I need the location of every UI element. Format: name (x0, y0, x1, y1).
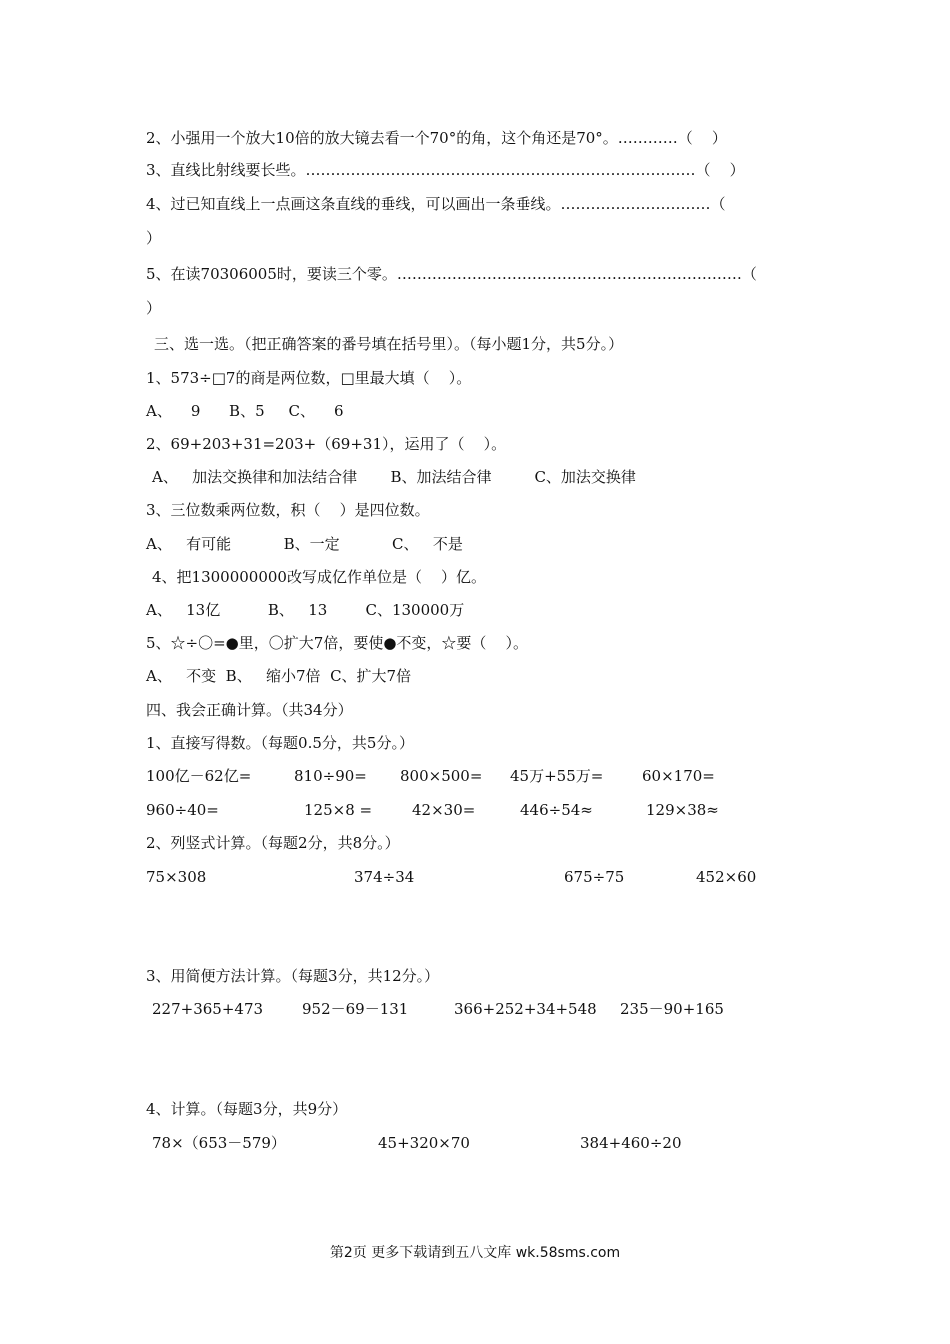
calc-s1-item: 125×8 = (304, 801, 373, 819)
choose-q4: 4、把1300000000改写成亿作单位是（ ）亿。 (152, 568, 487, 586)
calc-s2-title: 2、列竖式计算。（每题2分，共8分。） (146, 834, 400, 852)
calc-s1-item: 45万+55万= (510, 767, 604, 785)
calc-s4-item: 384+460÷20 (580, 1134, 682, 1152)
calc-s2-item: 452×60 (696, 868, 757, 886)
calc-s1-item: 446÷54≈ (520, 801, 593, 819)
calc-s1-item: 100亿－62亿= (146, 767, 252, 785)
page-footer: 第2页 更多下载请到五八文库 wk.58sms.com (329, 1245, 621, 1261)
calc-s3-item: 235－90+165 (620, 1000, 724, 1018)
calc-s4-title: 4、计算。（每题3分，共9分） (146, 1100, 348, 1118)
choose-q3-options: A、 有可能 B、一定 C、 不是 (146, 535, 463, 553)
calc-s1-item: 800×500= (400, 767, 483, 785)
choose-q3: 3、三位数乘两位数，积（ ）是四位数。 (146, 501, 430, 519)
calc-s1-item: 42×30= (412, 801, 476, 819)
calc-s1-item: 60×170= (642, 767, 715, 785)
calc-s1-item: 960÷40= (146, 801, 219, 819)
calc-s2-item: 675÷75 (564, 868, 625, 886)
calc-s1-item: 810÷90= (294, 767, 367, 785)
calc-heading: 四、我会正确计算。（共34分） (146, 701, 353, 719)
choose-q5-options: A、 不变 B、 缩小7倍 C、扩大7倍 (146, 667, 412, 685)
choose-q2-options: A、 加法交换律和加法结合律 B、加法结合律 C、加法交换律 (152, 468, 636, 486)
choose-q2: 2、69+203+31=203+（69+31），运用了（ ）。 (146, 435, 507, 453)
calc-s2-item: 75×308 (146, 868, 207, 886)
judge-q3: 3、直线比射线要长些。……………………………………………………………………（ ） (146, 161, 745, 179)
choose-q4-options: A、 13亿 B、 13 C、130000万 (146, 601, 465, 619)
judge-q4: 4、过已知直线上一点画这条直线的垂线，可以画出一条垂线。…………………………（ (146, 195, 726, 213)
calc-s2-item: 374÷34 (354, 868, 415, 886)
calc-s3-item: 366+252+34+548 (454, 1000, 597, 1018)
calc-s3-item: 952－69－131 (302, 1000, 409, 1018)
choose-heading: 三、选一选。（把正确答案的番号填在括号里）。（每小题1分，共5分。） (154, 335, 624, 353)
judge-q5-cont: ） (146, 299, 162, 317)
choose-q5: 5、☆÷〇=●里，〇扩大7倍，要使●不变，☆要（ ）。 (146, 634, 528, 652)
choose-q1: 1、573÷□7的商是两位数，□里最大填（ ）。 (146, 369, 472, 387)
calc-s1-title: 1、直接写得数。（每题0.5分，共5分。） (146, 734, 414, 752)
calc-s3-title: 3、用简便方法计算。（每题3分，共12分。） (146, 967, 440, 985)
calc-s3-item: 227+365+473 (152, 1000, 264, 1018)
choose-q1-options: A、 9 B、5 C、 6 (146, 402, 344, 420)
calc-s4-item: 45+320×70 (378, 1134, 470, 1152)
judge-q2: 2、小强用一个放大10倍的放大镜去看一个70°的角，这个角还是70°。…………（ ） (146, 129, 727, 147)
judge-q4-cont: ） (146, 229, 162, 247)
judge-q5: 5、在读70306005时，要读三个零。……………………………………………………………（ (146, 265, 757, 283)
calc-s4-item: 78×（653－579） (152, 1134, 286, 1152)
calc-s1-item: 129×38≈ (646, 801, 719, 819)
